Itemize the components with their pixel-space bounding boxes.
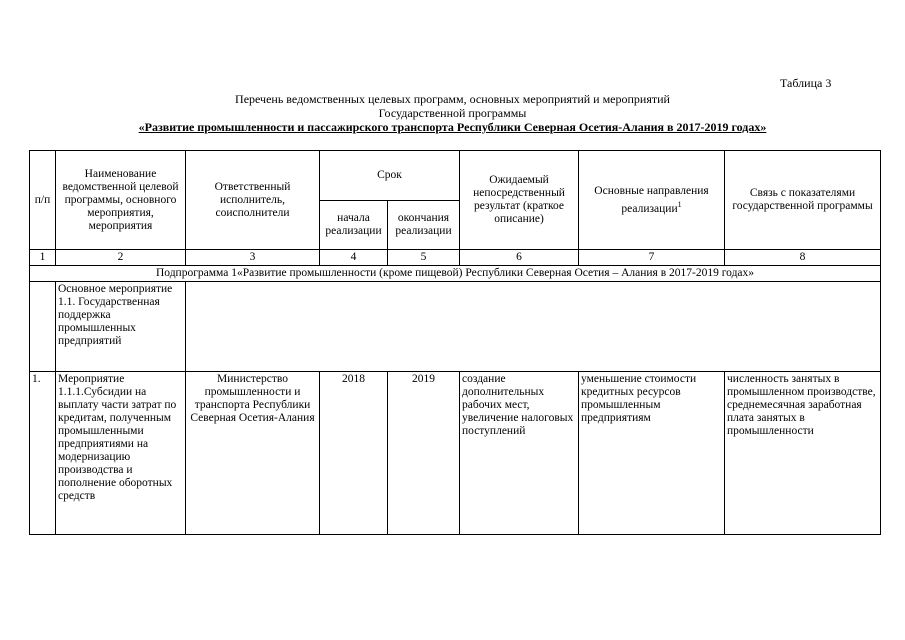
column-number: 6 [460,250,579,266]
header-num: п/п [30,151,56,250]
column-number: 5 [388,250,460,266]
main-activity-empty [186,282,881,372]
activity-directions: уменьшение стоимости кредитных ресурсов промышленным предприятиям [579,372,725,535]
subprogram-row [30,266,881,282]
main-activity-row [30,282,881,372]
column-number-row [30,250,881,266]
column-number: 8 [725,250,881,266]
header-link: Связь с показателями государственной программы [725,151,881,250]
header-end: окончания реализации [388,201,460,250]
document-heading-line-2: Государственной программы [378,106,527,120]
column-number: 7 [579,250,725,266]
header-executor: Ответственный исполнитель, соисполнители [186,151,320,250]
header-result: Ожидаемый непосредственный результат (краткое описание) [460,151,579,250]
header-directions-footnote: 1 [677,199,682,209]
activity-end: 2019 [388,372,460,535]
column-number: 3 [186,250,320,266]
activity-link: численность занятых в промышленном производстве, среднемесячная заработная плата занятых в промышленности [725,372,881,535]
header-name: Наименование ведомственной целевой программы, основного мероприятия, мероприятия [56,151,186,250]
header-row-1 [30,151,881,201]
activity-row [30,372,881,535]
main-activity-num [30,282,56,372]
subprogram-title: Подпрограмма 1«Развитие промышленности (кроме пищевой) Республики Северная Осетия – Алания в 2017-2019 годах» [30,266,881,282]
activity-name: Мероприятие 1.1.1.Субсидии на выплату части затрат по кредитам, полученным промышленными предприятиями на модернизацию производства и пополнение оборотных средств [56,372,186,535]
activity-executor: Министерство промышленности и транспорта Республики Северная Осетия-Алания [186,372,320,535]
column-number: 2 [56,250,186,266]
column-number: 4 [320,250,388,266]
main-activity-name: Основное мероприятие 1.1. Государственная поддержка промышленных предприятий [56,282,186,372]
header-directions-text: Основные направления реализации [594,184,709,215]
activity-start: 2018 [320,372,388,535]
header-term: Срок [320,151,460,201]
header-start: начала реализации [320,201,388,250]
document-heading-line-1: Перечень ведомственных целевых программ, основных мероприятий и мероприятий [235,92,670,106]
header-directions [579,151,725,250]
activity-num: 1. [30,372,56,535]
document-heading-program-title: «Развитие промышленности и пассажирского транспорта Республики Северная Осетия-Алания в 2017-2019 годах» [138,120,767,134]
activity-result: создание дополнительных рабочих мест, увеличение налоговых поступлений [460,372,579,535]
programs-table [29,150,881,535]
column-number: 1 [30,250,56,266]
table-number-label: Таблица 3 [780,76,832,90]
